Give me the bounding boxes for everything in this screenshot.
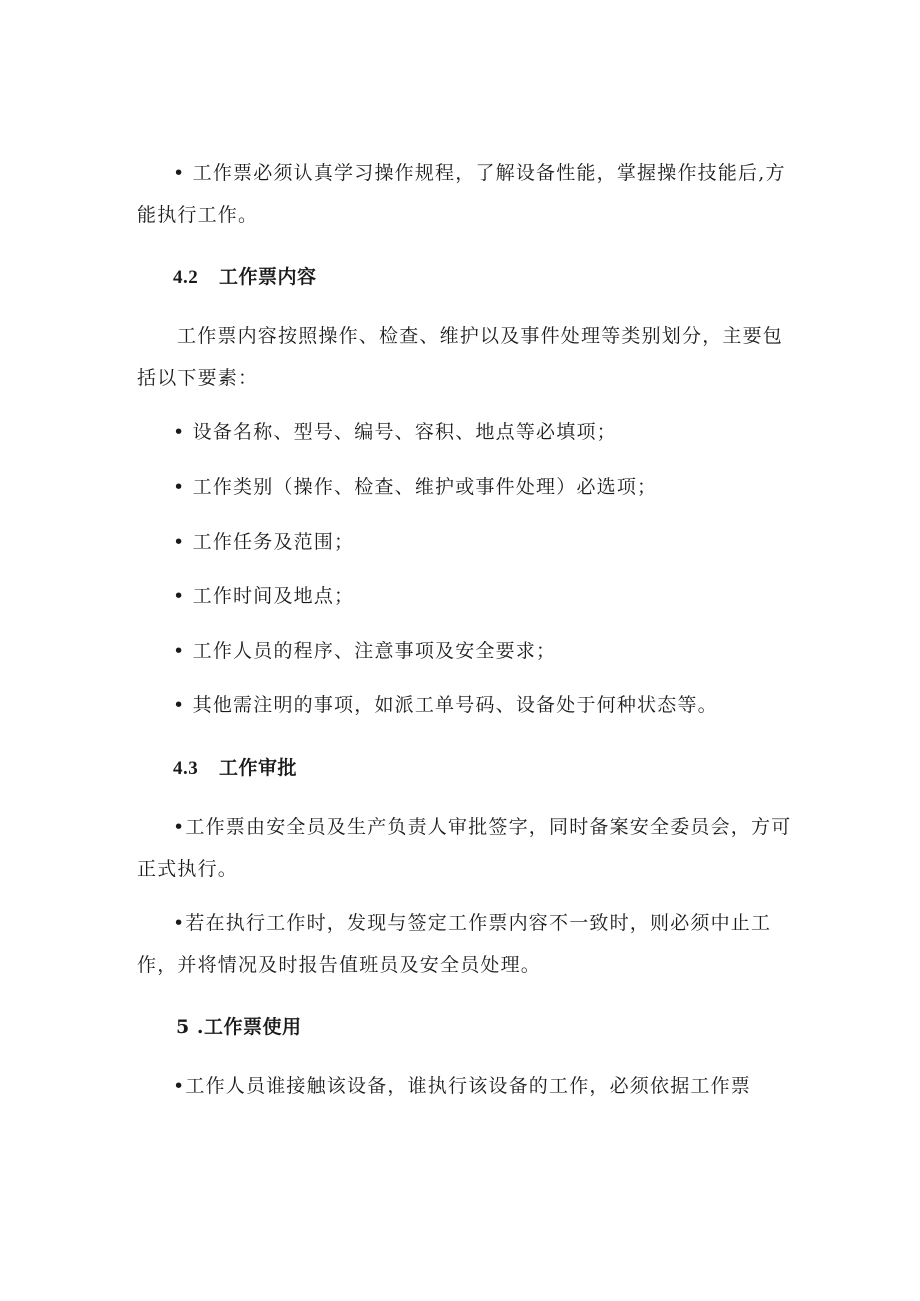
section-title: 工作票内容 xyxy=(219,266,317,288)
paragraph-line: 括以下要素： xyxy=(137,367,259,389)
section-title: 工作审批 xyxy=(219,757,298,779)
paragraph-line: •若在执行工作时，发现与签定工作票内容不一致时，则必须中止工 xyxy=(173,912,772,934)
section-number: 4.3 xyxy=(173,758,199,779)
paragraph-line: 正式执行。 xyxy=(137,858,239,880)
list-item: • 工作任务及范围； xyxy=(173,531,355,553)
paragraph-line: 能执行工作。 xyxy=(137,204,259,226)
list-item: • 工作人员的程序、注意事项及安全要求； xyxy=(173,640,557,662)
section-number: 4.2 xyxy=(173,267,199,288)
paragraph-line: •工作票由安全员及生产负责人审批签字，同时备案安全委员会，方可 xyxy=(173,816,792,838)
section-heading-4-2 xyxy=(173,264,317,291)
paragraph-line: •工作人员谁接触该设备，谁执行该设备的工作，必须依据工作票 xyxy=(173,1075,752,1097)
paragraph-line: 工作票内容按照操作、检查、维护以及事件处理等类别划分，主要包 xyxy=(177,325,784,347)
section-heading-4-3 xyxy=(173,755,297,782)
paragraph-line: • 工作票必须认真学习操作规程，了解设备性能，掌握操作技能后,方 xyxy=(173,162,786,184)
list-item: • 工作时间及地点； xyxy=(173,585,355,607)
list-item: • 工作类别（操作、检查、维护或事件处理）必选项； xyxy=(173,476,658,498)
section-heading-5: 5 .工作票使用 xyxy=(176,1016,302,1038)
paragraph-line: 作，并将情况及时报告值班员及安全员处理。 xyxy=(137,954,542,976)
list-item: • 设备名称、型号、编号、容积、地点等必填项； xyxy=(173,421,617,443)
list-item: • 其他需注明的事项，如派工单号码、设备处于何种状态等。 xyxy=(173,694,718,716)
